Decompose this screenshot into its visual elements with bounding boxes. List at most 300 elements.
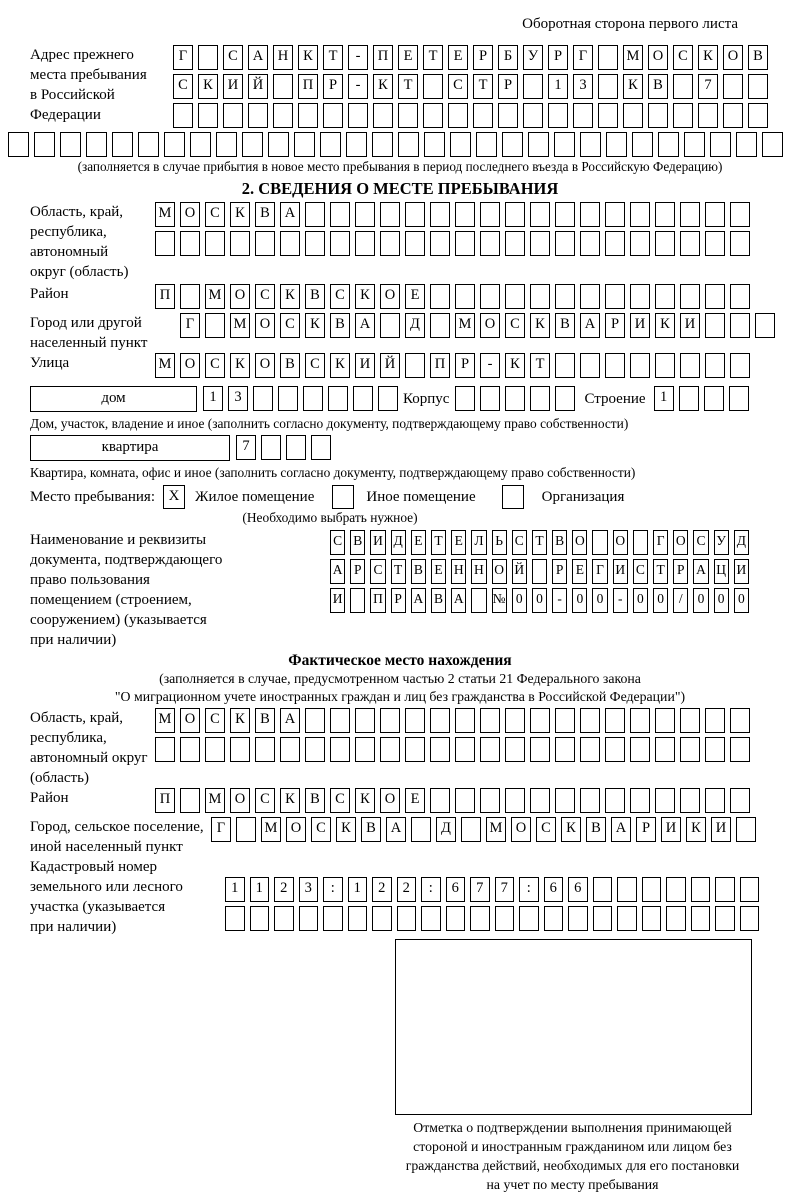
char-box bbox=[286, 435, 306, 460]
char-box: Т bbox=[653, 559, 668, 584]
char-box: С bbox=[693, 530, 708, 555]
char-box bbox=[498, 103, 518, 128]
char-box bbox=[8, 132, 29, 157]
char-box: П bbox=[373, 45, 393, 70]
char-box: - bbox=[613, 588, 628, 613]
char-box: С bbox=[173, 74, 193, 99]
char-box: О bbox=[723, 45, 743, 70]
char-box: У bbox=[714, 530, 729, 555]
char-box bbox=[405, 737, 425, 762]
char-box bbox=[555, 353, 575, 378]
char-box bbox=[330, 708, 350, 733]
char-box: К bbox=[230, 202, 250, 227]
char-box bbox=[328, 386, 348, 411]
label-line: республика, bbox=[30, 730, 107, 746]
char-box bbox=[505, 386, 525, 411]
stroenie-label: Строение bbox=[584, 391, 646, 407]
char-box: О bbox=[511, 817, 531, 842]
char-box: В bbox=[411, 559, 426, 584]
char-box: В bbox=[350, 530, 365, 555]
char-box bbox=[242, 132, 263, 157]
char-box: 1 bbox=[348, 877, 368, 902]
char-box bbox=[405, 202, 425, 227]
char-box: Г bbox=[180, 313, 200, 338]
char-box bbox=[205, 313, 225, 338]
cadastral-row-1 bbox=[225, 877, 764, 903]
char-box: С bbox=[448, 74, 468, 99]
char-box bbox=[680, 202, 700, 227]
char-box bbox=[405, 353, 425, 378]
char-box: Р bbox=[473, 45, 493, 70]
char-box: Т bbox=[323, 45, 343, 70]
char-box bbox=[598, 103, 618, 128]
char-box: И bbox=[661, 817, 681, 842]
apartment-cells bbox=[236, 435, 336, 461]
label-line: Город или другой bbox=[30, 315, 142, 331]
char-box bbox=[398, 132, 419, 157]
char-box bbox=[180, 737, 200, 762]
char-box: 0 bbox=[693, 588, 708, 613]
stroenie-cells bbox=[654, 386, 754, 412]
char-box: С bbox=[223, 45, 243, 70]
char-box: В bbox=[586, 817, 606, 842]
char-box: С bbox=[633, 559, 648, 584]
char-box: М bbox=[486, 817, 506, 842]
note-line: "О миграционном учете иностранных граждан и лиц без гражданства в Российской Федерации") bbox=[114, 689, 686, 704]
char-box: С bbox=[512, 530, 527, 555]
char-box: Е bbox=[572, 559, 587, 584]
char-box bbox=[455, 284, 475, 309]
char-box: Е bbox=[411, 530, 426, 555]
char-box: С bbox=[205, 708, 225, 733]
char-box bbox=[180, 231, 200, 256]
char-box bbox=[655, 231, 675, 256]
char-box bbox=[205, 231, 225, 256]
char-box bbox=[655, 708, 675, 733]
char-box bbox=[705, 708, 725, 733]
document-row-1 bbox=[330, 530, 754, 556]
char-box bbox=[630, 737, 650, 762]
char-box: К bbox=[530, 313, 550, 338]
char-box: 1 bbox=[203, 386, 223, 411]
char-box: М bbox=[261, 817, 281, 842]
char-box bbox=[736, 817, 756, 842]
char-box bbox=[424, 132, 445, 157]
cadastral-label bbox=[30, 857, 225, 937]
region-label bbox=[30, 202, 155, 282]
house-block bbox=[30, 386, 800, 415]
char-box: О bbox=[230, 788, 250, 813]
char-box: 0 bbox=[653, 588, 668, 613]
char-box bbox=[480, 737, 500, 762]
char-box: 2 bbox=[397, 877, 417, 902]
char-box: 0 bbox=[592, 588, 607, 613]
char-box: К bbox=[298, 45, 318, 70]
char-box bbox=[380, 202, 400, 227]
char-box: К bbox=[561, 817, 581, 842]
char-box bbox=[280, 231, 300, 256]
char-box: Р bbox=[391, 588, 406, 613]
char-box: С bbox=[370, 559, 385, 584]
char-box bbox=[710, 132, 731, 157]
section2-title: 2. СВЕДЕНИЯ О МЕСТЕ ПРЕБЫВАНИЯ bbox=[241, 179, 559, 198]
char-box: Е bbox=[405, 788, 425, 813]
char-box bbox=[480, 788, 500, 813]
char-box: Р bbox=[673, 559, 688, 584]
char-box bbox=[421, 906, 441, 931]
char-box bbox=[762, 132, 783, 157]
cadastral-block bbox=[30, 857, 800, 937]
char-box: В bbox=[555, 313, 575, 338]
char-box bbox=[323, 103, 343, 128]
char-box bbox=[730, 708, 750, 733]
char-box: А bbox=[411, 588, 426, 613]
char-box: Г bbox=[653, 530, 668, 555]
char-box: К bbox=[230, 353, 250, 378]
char-box: Т bbox=[431, 530, 446, 555]
char-box: 2 bbox=[372, 877, 392, 902]
char-box bbox=[355, 737, 375, 762]
char-box bbox=[448, 103, 468, 128]
char-box bbox=[630, 202, 650, 227]
char-box: С bbox=[205, 202, 225, 227]
char-box: О bbox=[673, 530, 688, 555]
actual-city-label bbox=[30, 817, 211, 857]
region-row-2 bbox=[155, 231, 755, 257]
char-box: О bbox=[480, 313, 500, 338]
char-box bbox=[305, 708, 325, 733]
char-box: Д bbox=[734, 530, 749, 555]
char-box: Г bbox=[592, 559, 607, 584]
char-box bbox=[666, 906, 686, 931]
char-box bbox=[698, 103, 718, 128]
char-box bbox=[555, 708, 575, 733]
char-box: П bbox=[155, 788, 175, 813]
char-box: О bbox=[380, 284, 400, 309]
char-box bbox=[348, 906, 368, 931]
char-box: 0 bbox=[512, 588, 527, 613]
char-box bbox=[648, 103, 668, 128]
char-box: Т bbox=[532, 530, 547, 555]
char-box bbox=[740, 906, 760, 931]
label-line: иной населенный пункт bbox=[30, 839, 183, 855]
cadastral-rows bbox=[225, 857, 764, 935]
char-box: И bbox=[355, 353, 375, 378]
label-line: помещением (строением, bbox=[30, 592, 192, 608]
char-box bbox=[705, 231, 725, 256]
char-box bbox=[715, 906, 735, 931]
cadastral-row-2 bbox=[225, 906, 764, 932]
char-box bbox=[495, 906, 515, 931]
char-box bbox=[530, 708, 550, 733]
checkbox-other-premises bbox=[332, 485, 354, 509]
char-box bbox=[705, 202, 725, 227]
char-box: В bbox=[330, 313, 350, 338]
char-box bbox=[605, 708, 625, 733]
char-box: В bbox=[552, 530, 567, 555]
char-box: М bbox=[155, 353, 175, 378]
char-box bbox=[430, 788, 450, 813]
char-box bbox=[523, 74, 543, 99]
char-box bbox=[353, 386, 373, 411]
actual-region-row-2 bbox=[155, 737, 755, 763]
char-box: Н bbox=[471, 559, 486, 584]
char-box: Р bbox=[548, 45, 568, 70]
char-box bbox=[580, 708, 600, 733]
char-box: - bbox=[348, 45, 368, 70]
char-box bbox=[580, 132, 601, 157]
char-box bbox=[605, 231, 625, 256]
stay-type-label: Место пребывания: bbox=[30, 488, 155, 505]
label-line: при наличии) bbox=[30, 632, 117, 648]
char-box bbox=[430, 708, 450, 733]
char-box: Т bbox=[473, 74, 493, 99]
char-box: П bbox=[430, 353, 450, 378]
char-box bbox=[630, 353, 650, 378]
char-box: И bbox=[711, 817, 731, 842]
char-box: К bbox=[280, 284, 300, 309]
char-box: А bbox=[386, 817, 406, 842]
street-block bbox=[30, 353, 800, 382]
prev-address-row-2 bbox=[173, 74, 773, 100]
char-box bbox=[305, 202, 325, 227]
char-box: Д bbox=[405, 313, 425, 338]
char-box: В bbox=[305, 284, 325, 309]
char-box bbox=[480, 231, 500, 256]
char-box bbox=[592, 530, 607, 555]
char-box bbox=[630, 708, 650, 733]
caption-line: на учет по месту пребывания bbox=[486, 1177, 659, 1192]
char-box: Е bbox=[451, 530, 466, 555]
char-box: Р bbox=[636, 817, 656, 842]
char-box bbox=[573, 103, 593, 128]
char-box bbox=[190, 132, 211, 157]
char-box: Й bbox=[380, 353, 400, 378]
char-box: О bbox=[180, 202, 200, 227]
char-box: Й bbox=[512, 559, 527, 584]
char-box: Д bbox=[391, 530, 406, 555]
char-box bbox=[470, 906, 490, 931]
char-box bbox=[691, 877, 711, 902]
char-box bbox=[230, 737, 250, 762]
char-box bbox=[430, 202, 450, 227]
char-box: С bbox=[205, 353, 225, 378]
char-box: С bbox=[505, 313, 525, 338]
char-box: И bbox=[613, 559, 628, 584]
char-box bbox=[180, 284, 200, 309]
char-box bbox=[430, 284, 450, 309]
char-box: С bbox=[255, 788, 275, 813]
char-box: И bbox=[630, 313, 650, 338]
char-box: К bbox=[698, 45, 718, 70]
char-box: В bbox=[280, 353, 300, 378]
char-box bbox=[530, 202, 550, 227]
char-box bbox=[580, 788, 600, 813]
char-box bbox=[580, 737, 600, 762]
char-box: К bbox=[686, 817, 706, 842]
char-box bbox=[642, 906, 662, 931]
char-box: 1 bbox=[250, 877, 270, 902]
char-box: И bbox=[734, 559, 749, 584]
char-box bbox=[164, 132, 185, 157]
char-box: К bbox=[655, 313, 675, 338]
char-box: М bbox=[205, 284, 225, 309]
char-box bbox=[655, 353, 675, 378]
char-box: 0 bbox=[734, 588, 749, 613]
char-box bbox=[173, 103, 193, 128]
char-box bbox=[740, 877, 760, 902]
char-box bbox=[505, 788, 525, 813]
actual-location-title: Фактическое место нахождения bbox=[288, 652, 512, 669]
char-box: Ц bbox=[714, 559, 729, 584]
char-box: В bbox=[431, 588, 446, 613]
char-box: П bbox=[155, 284, 175, 309]
char-box bbox=[480, 708, 500, 733]
char-box: А bbox=[280, 708, 300, 733]
char-box bbox=[398, 103, 418, 128]
char-box bbox=[372, 906, 392, 931]
street-row bbox=[155, 353, 755, 379]
char-box: П bbox=[370, 588, 385, 613]
char-box bbox=[320, 132, 341, 157]
char-box bbox=[617, 877, 637, 902]
char-box: С bbox=[305, 353, 325, 378]
char-box bbox=[617, 906, 637, 931]
label-line: (область) bbox=[30, 770, 89, 786]
confirmation-mark-caption bbox=[385, 1118, 760, 1194]
korpus-cells bbox=[455, 386, 580, 412]
char-box bbox=[704, 386, 724, 411]
district-block bbox=[30, 284, 800, 313]
char-box bbox=[593, 877, 613, 902]
char-box: Т bbox=[530, 353, 550, 378]
apartment-block bbox=[30, 435, 800, 464]
prev-address-rows bbox=[173, 45, 773, 132]
char-box bbox=[280, 737, 300, 762]
char-box: О bbox=[180, 353, 200, 378]
label-line: Кадастровый номер bbox=[30, 859, 157, 875]
char-box bbox=[268, 132, 289, 157]
region-rows bbox=[155, 202, 755, 260]
char-box bbox=[274, 906, 294, 931]
char-box bbox=[705, 737, 725, 762]
label-line: округ (область) bbox=[30, 264, 129, 280]
char-box: О bbox=[613, 530, 628, 555]
char-box: М bbox=[205, 788, 225, 813]
char-box bbox=[723, 103, 743, 128]
char-box: К bbox=[198, 74, 218, 99]
char-box bbox=[473, 103, 493, 128]
char-box bbox=[673, 103, 693, 128]
char-box: П bbox=[298, 74, 318, 99]
char-box: В bbox=[748, 45, 768, 70]
caption-line: стороной и иностранным гражданином или лицом без bbox=[413, 1139, 732, 1154]
char-box bbox=[250, 906, 270, 931]
char-box: А bbox=[451, 588, 466, 613]
label-line: места пребывания bbox=[30, 67, 147, 83]
char-box: В bbox=[255, 708, 275, 733]
actual-region-block bbox=[30, 708, 800, 788]
caption-line: гражданства действий, необходимых для его постановки bbox=[405, 1158, 740, 1173]
char-box: И bbox=[330, 588, 345, 613]
char-box bbox=[455, 231, 475, 256]
char-box: Р bbox=[350, 559, 365, 584]
char-box bbox=[519, 906, 539, 931]
char-box bbox=[223, 103, 243, 128]
char-box bbox=[471, 588, 486, 613]
char-box: А bbox=[280, 202, 300, 227]
char-box bbox=[736, 132, 757, 157]
char-box: 6 bbox=[446, 877, 466, 902]
char-box: Н bbox=[273, 45, 293, 70]
char-box: И bbox=[223, 74, 243, 99]
char-box: 7 bbox=[470, 877, 490, 902]
actual-region-row-1 bbox=[155, 708, 755, 734]
char-box bbox=[397, 906, 417, 931]
char-box: У bbox=[523, 45, 543, 70]
char-box bbox=[730, 737, 750, 762]
char-box: К bbox=[373, 74, 393, 99]
char-box bbox=[715, 877, 735, 902]
char-box bbox=[755, 313, 775, 338]
char-box bbox=[450, 132, 471, 157]
char-box: Е bbox=[398, 45, 418, 70]
char-box: В bbox=[361, 817, 381, 842]
char-box bbox=[476, 132, 497, 157]
char-box: Р bbox=[552, 559, 567, 584]
char-box: 6 bbox=[544, 877, 564, 902]
char-box bbox=[730, 284, 750, 309]
char-box bbox=[633, 530, 648, 555]
char-box: К bbox=[330, 353, 350, 378]
char-box: О bbox=[255, 313, 275, 338]
char-box bbox=[505, 737, 525, 762]
char-box bbox=[630, 788, 650, 813]
char-box: В bbox=[648, 74, 668, 99]
char-box: 0 bbox=[532, 588, 547, 613]
char-box bbox=[278, 386, 298, 411]
char-box bbox=[598, 74, 618, 99]
char-box: Р bbox=[323, 74, 343, 99]
char-box bbox=[605, 788, 625, 813]
char-box: Й bbox=[248, 74, 268, 99]
label-line: Область, край, bbox=[30, 710, 124, 726]
char-box bbox=[205, 737, 225, 762]
char-box: А bbox=[611, 817, 631, 842]
label-line: земельного или лесного bbox=[30, 879, 183, 895]
char-box: Н bbox=[451, 559, 466, 584]
char-box: 0 bbox=[572, 588, 587, 613]
char-box: 6 bbox=[568, 877, 588, 902]
char-box bbox=[355, 202, 375, 227]
label-line: в Российской bbox=[30, 87, 115, 103]
confirmation-mark-box bbox=[395, 939, 752, 1115]
char-box bbox=[680, 231, 700, 256]
char-box bbox=[505, 202, 525, 227]
char-box bbox=[705, 284, 725, 309]
char-box: 7 bbox=[698, 74, 718, 99]
char-box: К bbox=[355, 788, 375, 813]
char-box bbox=[423, 103, 443, 128]
label-line: Город, сельское поселение, bbox=[30, 819, 204, 835]
region-row-1 bbox=[155, 202, 755, 228]
char-box bbox=[555, 788, 575, 813]
apartment-caption: Квартира, комната, офис и иное (заполнить согласно документу, подтверждающему право собственности) bbox=[30, 465, 636, 480]
char-box bbox=[580, 202, 600, 227]
char-box: А bbox=[693, 559, 708, 584]
char-box bbox=[405, 231, 425, 256]
char-box: 3 bbox=[228, 386, 248, 411]
